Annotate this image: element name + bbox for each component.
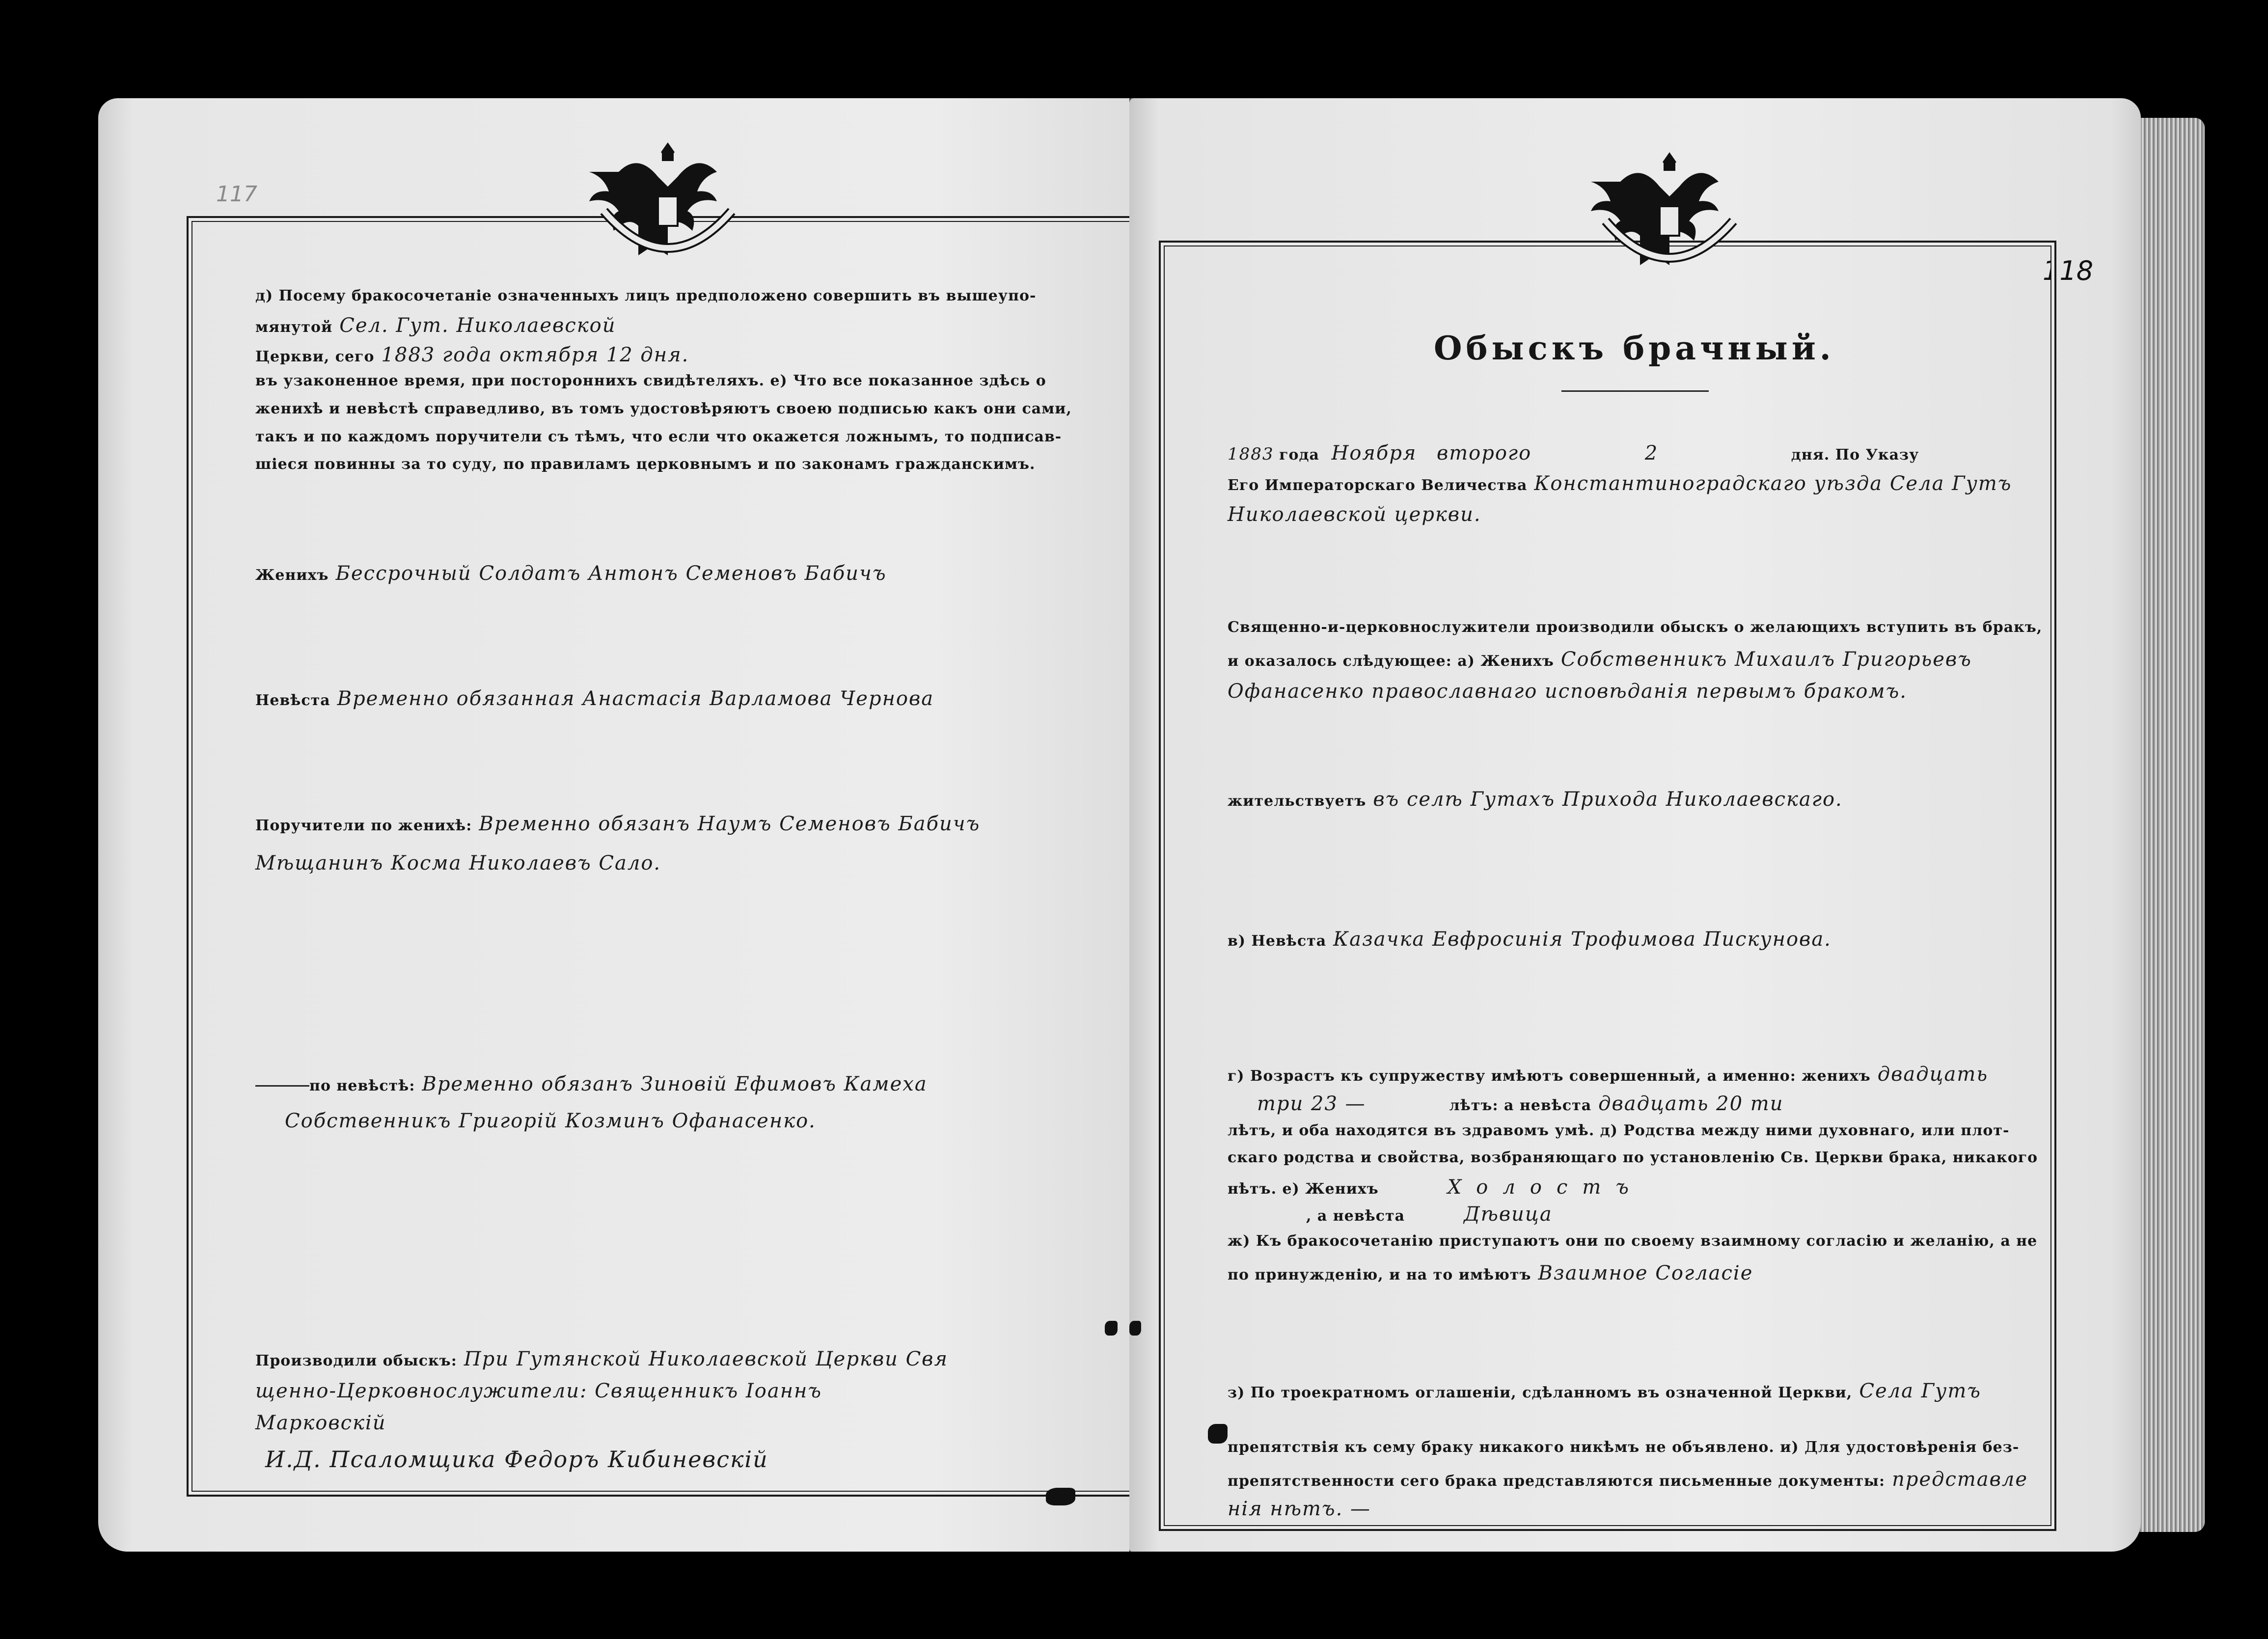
right-page	[1129, 98, 2141, 1552]
open-register-book	[74, 69, 2205, 1581]
age-row-6	[1306, 1203, 1553, 1226]
groom-label: Женихъ	[255, 567, 329, 584]
groom-value: Бессрочный Солдатъ Антонъ Семеновъ Бабичъ	[335, 562, 887, 585]
intro-row-1	[1228, 619, 2042, 636]
authority-print: Его Императорскаго Величества	[1228, 477, 1528, 494]
document-title: Обыскъ брачный.	[1434, 329, 1835, 367]
impediment-row-3	[1228, 1498, 1371, 1520]
left-line-3	[255, 344, 689, 366]
left-line-5-print: женихѣ и невѣстѣ справедливо, въ томъ удостовѣряютъ своею подписью какъ они сами,	[255, 400, 1072, 417]
date-day-word: второго	[1436, 442, 1532, 464]
right-bride-row	[1228, 928, 1831, 951]
right-bride-label: в) Невѣста	[1228, 932, 1327, 950]
guarantors-bride-value-1: Временно обязанъ Зиновій Ефимовъ Камеха	[422, 1073, 928, 1095]
date-row	[1228, 442, 1919, 464]
left-line-5	[255, 400, 1072, 417]
performed-row	[255, 1348, 948, 1370]
groom-hand-2: Офанасенко православнаго исповѣданія первымъ бракомъ.	[1228, 680, 1907, 703]
age-print-5: нѣтъ. е) Женихъ	[1228, 1180, 1379, 1198]
date-day-label: дня. По Указу	[1791, 446, 1919, 464]
imperial-eagle-emblem-icon	[589, 128, 746, 285]
left-line-1-print: д) Посему бракосочетаніе означенныхъ лицъ предположено совершить въ вышеупо-	[255, 287, 1037, 304]
groom-row	[255, 562, 887, 585]
age-row-2	[1257, 1093, 1783, 1115]
performed-value-4: И.Д. Псаломщика Федоръ Кибиневскій	[265, 1446, 768, 1473]
performed-row-2	[255, 1380, 822, 1402]
imperial-eagle-emblem-icon	[1591, 137, 1748, 295]
impediment-row-1	[1228, 1439, 2019, 1456]
age-print-2: лѣтъ: а невѣста	[1449, 1097, 1592, 1114]
left-line-3-hand: 1883 года октября 12 дня.	[381, 344, 689, 366]
authority-hand-1: Константиноградскаго уѣзда Села Гутъ	[1534, 472, 2012, 495]
guarantors-groom-value-2: Мѣщанинъ Косма Николаевъ Сало.	[255, 852, 661, 874]
guarantors-groom-row-2	[255, 852, 661, 874]
intro-line-2: и оказалось слѣдующее: а) Женихъ	[1228, 653, 1554, 670]
consent-print-2: по принужденію, и на то имѣютъ	[1228, 1266, 1531, 1284]
bride-row	[255, 687, 934, 710]
consent-row-1	[1228, 1232, 2037, 1250]
guarantors-groom-value-1: Временно обязанъ Наумъ Семеновъ Бабичъ	[479, 813, 981, 835]
ink-blot	[1105, 1321, 1118, 1336]
groom-hand-1: Собственникъ Михаилъ Григорьевъ	[1560, 648, 1972, 671]
left-page	[98, 98, 1159, 1552]
left-line-6-print: такъ и по каждомъ поручители съ тѣмъ, что если что окажется ложнымъ, то подписав-	[255, 428, 1062, 445]
residence-label: жительствуетъ	[1228, 792, 1366, 810]
authority-row-2	[1228, 503, 1481, 526]
age-row-3	[1228, 1122, 2009, 1139]
age-print-6: , а невѣста	[1306, 1207, 1405, 1225]
age-print-1: г) Возрастъ къ супружеству имѣютъ совершенный, а именно: женихъ	[1228, 1067, 1871, 1085]
banns-print: з) По троекратномъ оглашеніи, сдѣланномъ въ означенной Церкви,	[1228, 1384, 1853, 1401]
performed-label: Производили обыскъ:	[255, 1352, 457, 1369]
consent-print-1: ж) Къ бракосочетанію приступаютъ они по своему взаимному согласію и желанію, а не	[1228, 1232, 2038, 1250]
residence-row	[1228, 788, 1843, 811]
banns-hand: Села Гутъ	[1859, 1380, 1981, 1402]
age-print-4: скаго родства и свойства, возбраняющаго по установленію Св. Церкви брака, никакого	[1228, 1149, 2038, 1166]
guarantors-bride-label: по невѣстѣ:	[309, 1077, 415, 1094]
guarantors-bride-value-2: Собственникъ Григорій Козминъ Офанасенко.	[285, 1110, 816, 1132]
left-line-7	[255, 456, 1035, 473]
banns-row	[1228, 1380, 1981, 1402]
left-page-number: 117	[216, 182, 257, 207]
ink-blot	[1046, 1488, 1075, 1505]
authority-hand-2: Николаевской церкви.	[1228, 503, 1481, 526]
left-line-2	[255, 314, 616, 337]
impediment-print-1: препятствія къ сему браку никакого никѣмъ не объявлено. и) Для удостовѣренія без-	[1228, 1439, 2020, 1456]
left-line-1	[255, 287, 1037, 304]
impediment-hand-1: представле	[1892, 1468, 2028, 1491]
left-line-2-hand: Сел. Гут. Николаевской	[339, 314, 616, 337]
title-divider	[1561, 390, 1709, 392]
performed-row-3	[255, 1412, 386, 1434]
impediment-hand-2: нія нѣтъ. —	[1228, 1498, 1371, 1520]
age-hand-5: Дѣвица	[1464, 1203, 1553, 1226]
intro-line-1: Священно-и-церковнослужители производили обыскъ о желающихъ вступить въ бракъ,	[1228, 619, 2043, 636]
date-year-label: года	[1279, 446, 1319, 464]
performed-row-4	[265, 1446, 768, 1473]
intro-row-2	[1228, 648, 1972, 671]
age-row-1	[1228, 1063, 1988, 1086]
bride-label: Невѣста	[255, 692, 330, 709]
date-year: 1883	[1228, 444, 1274, 464]
impediment-print-2: препятственности сего брака представляются письменные документы:	[1228, 1473, 1885, 1490]
right-bride-value: Казачка Евфросинія Трофимова Пискунова.	[1333, 928, 1831, 951]
guarantors-groom-row	[255, 813, 980, 835]
left-line-7-print: шіеся повинны за то суду, по правиламъ церковнымъ и по законамъ гражданскимъ.	[255, 456, 1036, 473]
ink-blot	[1129, 1321, 1141, 1336]
date-day: 2	[1644, 442, 1659, 464]
consent-row-2	[1228, 1262, 1753, 1284]
ink-blot	[1208, 1424, 1228, 1444]
performed-value-3: Марковскій	[255, 1412, 386, 1434]
performed-value-2: щенно-Церковнослужители: Священникъ Іоаннъ	[255, 1380, 822, 1402]
left-line-3-print: Церкви, сего	[255, 348, 375, 365]
date-month: Ноября	[1331, 442, 1417, 464]
age-hand-4: Холостъ	[1447, 1176, 1643, 1199]
left-line-4-print: въ узаконенное время, при постороннихъ свидѣтеляхъ. е) Что все показанное здѣсь о	[255, 372, 1046, 389]
age-print-3: лѣтъ, и оба находятся въ здравомъ умѣ. д) Родства между ними духовнаго, или плот-	[1228, 1122, 2010, 1139]
age-hand-1: двадцать	[1877, 1063, 1989, 1086]
age-hand-3: двадцать 20 ти	[1598, 1093, 1784, 1115]
age-row-4	[1228, 1149, 2038, 1166]
bride-value: Временно обязанная Анастасія Варламова Чернова	[337, 687, 934, 710]
consent-hand-1: Взаимное Согласіе	[1538, 1262, 1753, 1284]
age-row-5	[1228, 1176, 1643, 1199]
left-line-6	[255, 428, 1062, 445]
guarantors-bride-row	[255, 1073, 928, 1095]
residence-value: въ селѣ Гутахъ Прихода Николаевскаго.	[1373, 788, 1843, 811]
right-page-number: 118	[2043, 255, 2094, 286]
left-line-4	[255, 372, 1046, 389]
right-page-frame	[1159, 241, 2056, 1531]
left-line-2-print: мянутой	[255, 319, 333, 336]
impediment-row-2	[1228, 1468, 2028, 1491]
guarantors-bride-row-2	[285, 1110, 816, 1132]
age-hand-2: три 23 —	[1257, 1093, 1366, 1115]
authority-row	[1228, 472, 2012, 495]
groom-row-2	[1228, 680, 1907, 703]
guarantors-groom-label: Поручители по женихѣ:	[255, 817, 472, 834]
page-edges	[2136, 118, 2205, 1532]
performed-value-1: При Гутянской Николаевской Церкви Свя	[464, 1348, 948, 1370]
